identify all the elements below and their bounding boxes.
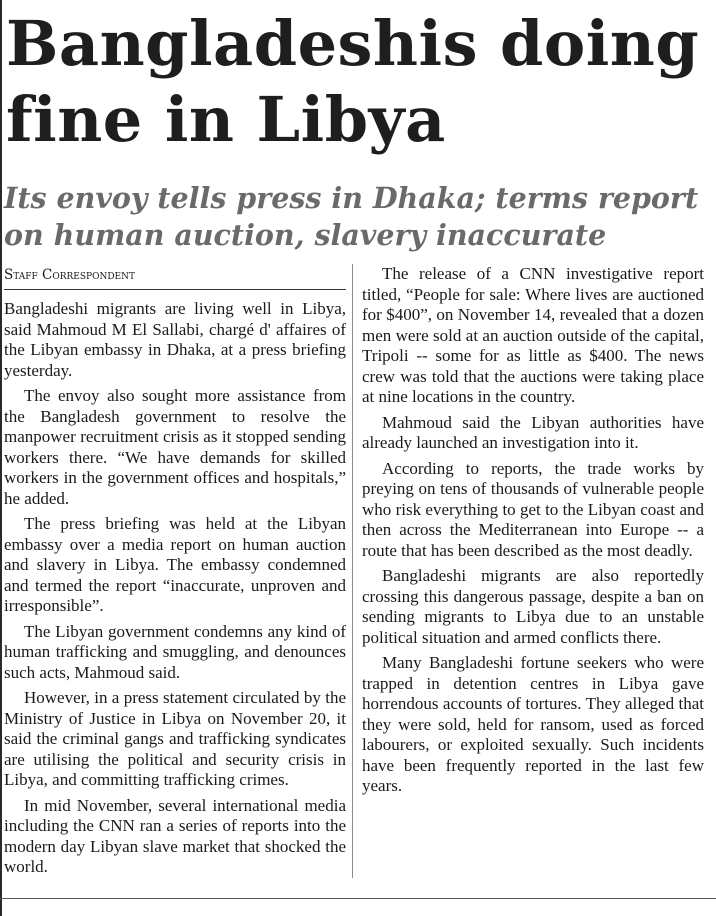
paragraph: The release of a CNN investigative report titled, “People for sale: Where lives are auctioned for $400”, on November 14, revealed that a dozen men were sold at an auction outside of the capital, Tripoli -- some for as little as $400. The news crew was told that the auctions were taking place at nine locations in the country. — [362, 264, 704, 406]
column-divider — [352, 264, 353, 878]
paragraph: Bangladeshi migrants are living well in Libya, said Mahmoud M El Sallabi, chargé d' affaires of the Libyan embassy in Dhaka, at a press briefing yesterday. — [4, 299, 346, 380]
paragraph: The press briefing was held at the Libyan embassy over a media report on human auction and slavery in Libya. The embassy condemned and termed the report “inaccurate, unproven and irresponsible”. — [4, 514, 346, 615]
bottom-rule — [0, 898, 716, 899]
paragraph: The Libyan government condemns any kind of human trafficking and smuggling, and denounces such acts, Mahmoud said. — [4, 621, 346, 682]
headline: Bangladeshis doing fine in Libya — [6, 7, 700, 156]
paragraph: Mahmoud said the Libyan authorities have already launched an investigation into it. — [362, 412, 704, 452]
paragraph: Many Bangladeshi fortune seekers who were trapped in detention centres in Libya gave horrendous accounts of tortures. They alleged that they were sold, held for ransom, used as forced labourers, or exploited sexually. Such incidents have been frequently reported in the last few years. — [362, 653, 704, 795]
left-column — [4, 299, 346, 883]
paragraph: Bangladeshi migrants are also reportedly crossing this dangerous passage, despite a ban on sending migrants to Libya due to an unstable political situation and armed conflicts there. — [362, 566, 704, 647]
byline: Staff Correspondent — [4, 267, 136, 283]
byline-rule — [4, 289, 346, 290]
right-column — [362, 264, 704, 802]
paragraph: The envoy also sought more assistance from the Bangladesh government to resolve the manpower recruitment crisis as it stopped sending workers there. “We have demands for skilled workers in the government offices and hospitals,” he added. — [4, 386, 346, 508]
paragraph: In mid November, several international media including the CNN ran a series of reports into the modern day Libyan slave market that shocked the world. — [4, 795, 346, 876]
subheadline: Its envoy tells press in Dhaka; terms report on human auction, slavery inaccurate — [4, 181, 699, 252]
left-border-rule — [0, 0, 2, 916]
paragraph: According to reports, the trade works by preying on tens of thousands of vulnerable people who risk everything to get to the Libyan coast and then across the Mediterranean into Europe -- a route that has been described as the most deadly. — [362, 458, 704, 560]
paragraph: However, in a press statement circulated by the Ministry of Justice in Libya on November 20, it said the criminal gangs and trafficking syndicates are utilising the political and security crisis in Libya, and committing trafficking crimes. — [4, 688, 346, 789]
